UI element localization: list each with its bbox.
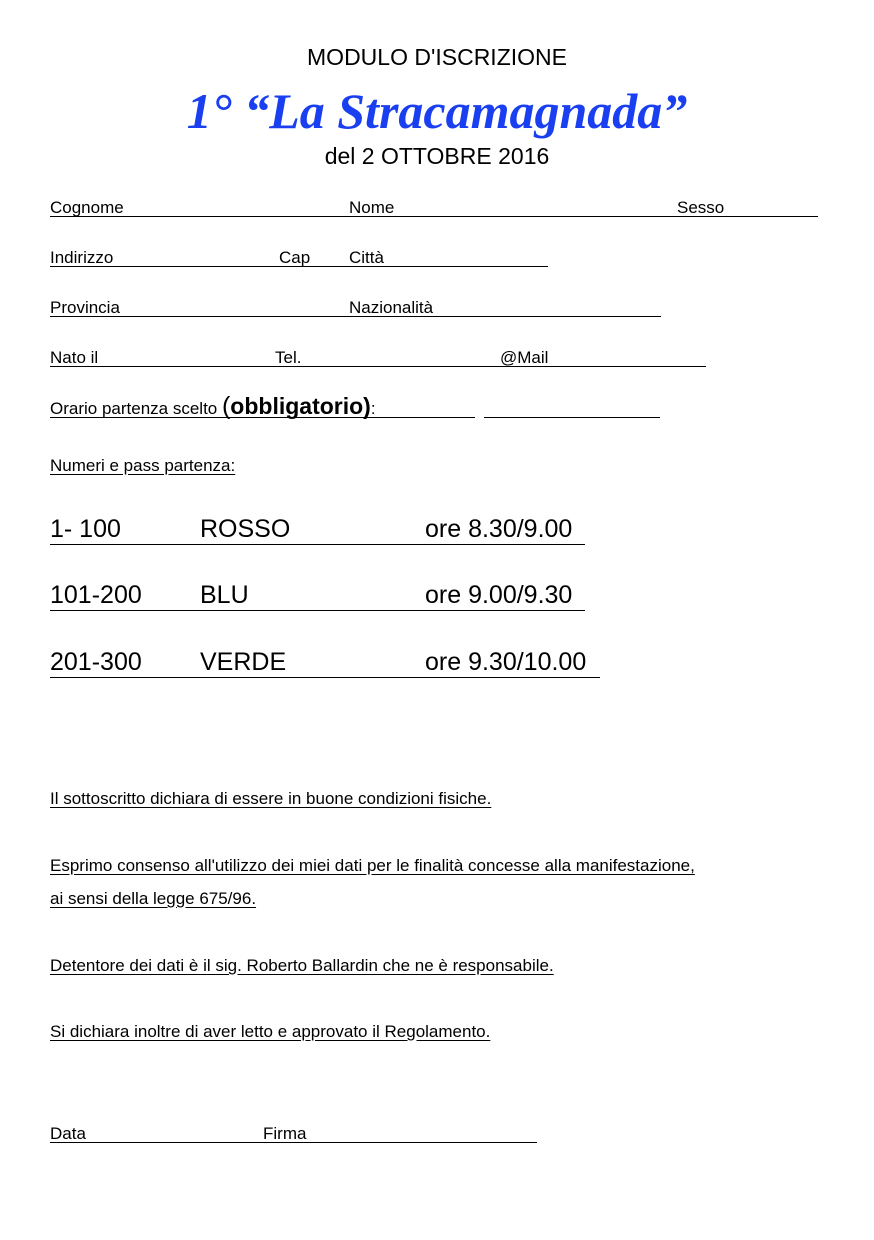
date-field[interactable] <box>50 1124 260 1146</box>
born-label: Nato il <box>50 348 99 367</box>
name-field[interactable] <box>349 198 675 220</box>
group-2-range: 101-200 <box>50 581 142 609</box>
group-2-underline <box>50 610 585 611</box>
form-label: MODULO D'ISCRIZIONE <box>307 44 567 70</box>
group-3-underline <box>50 677 600 678</box>
start-time-required: obbligatorio) <box>230 393 371 419</box>
date-label: Data <box>50 1124 86 1143</box>
surname-label: Cognome <box>50 198 124 217</box>
signature-field[interactable] <box>263 1124 537 1146</box>
name-label: Nome <box>349 198 395 217</box>
start-time-open-paren: ( <box>221 392 231 420</box>
phone-field[interactable] <box>275 348 497 370</box>
group-3-color: VERDE <box>200 648 287 676</box>
group-3-range: 201-300 <box>50 648 142 676</box>
sex-field[interactable] <box>677 198 818 220</box>
nationality-label: Nazionalità <box>349 298 434 317</box>
data-holder-declaration: Detentore dei dati è il sig. Roberto Ballardin che ne è responsabile. <box>50 956 554 975</box>
rules-declaration: Si dichiara inoltre di aver letto e approvato il Regolamento. <box>50 1022 491 1041</box>
group-3-time: ore 9.30/10.00 <box>425 648 587 676</box>
health-declaration: Il sottoscritto dichiara di essere in buone condizioni fisiche. <box>50 789 492 808</box>
group-1-underline <box>50 544 585 545</box>
nationality-field[interactable] <box>349 298 661 320</box>
group-1-color: ROSSO <box>200 515 291 543</box>
address-field[interactable] <box>50 248 276 270</box>
phone-label: Tel. <box>275 348 302 367</box>
start-time-field[interactable] <box>484 396 660 418</box>
numbers-heading: Numeri e pass partenza: <box>50 456 236 475</box>
event-date: del 2 OTTOBRE 2016 <box>324 143 550 169</box>
province-field[interactable] <box>50 298 346 320</box>
consent-declaration-line1: Esprimo consenso all'utilizzo dei miei dati per le finalità concesse alla manifestazione, <box>50 856 695 875</box>
city-label: Città <box>349 248 384 267</box>
group-1-time: ore 8.30/9.00 <box>425 515 573 543</box>
group-2-time: ore 9.00/9.30 <box>425 581 573 609</box>
signature-label: Firma <box>263 1124 307 1143</box>
start-time-colon: : <box>370 399 376 418</box>
consent-declaration-line2: ai sensi della legge 675/96. <box>50 889 257 908</box>
start-time-label <box>50 392 376 421</box>
event-title: 1° “La Stracamagnada” <box>186 83 688 139</box>
group-1-range: 1- 100 <box>50 515 121 543</box>
born-field[interactable] <box>50 348 272 370</box>
sex-label: Sesso <box>677 198 725 217</box>
email-label: @Mail <box>500 348 549 367</box>
city-field[interactable] <box>349 248 548 270</box>
address-label: Indirizzo <box>50 248 114 267</box>
start-time-prefix: Orario partenza scelto <box>50 399 222 418</box>
email-field[interactable] <box>500 348 706 370</box>
cap-label: Cap <box>279 248 311 267</box>
cap-field[interactable] <box>279 248 347 270</box>
surname-field[interactable] <box>50 198 346 220</box>
province-label: Provincia <box>50 298 120 317</box>
group-2-color: BLU <box>200 581 249 609</box>
